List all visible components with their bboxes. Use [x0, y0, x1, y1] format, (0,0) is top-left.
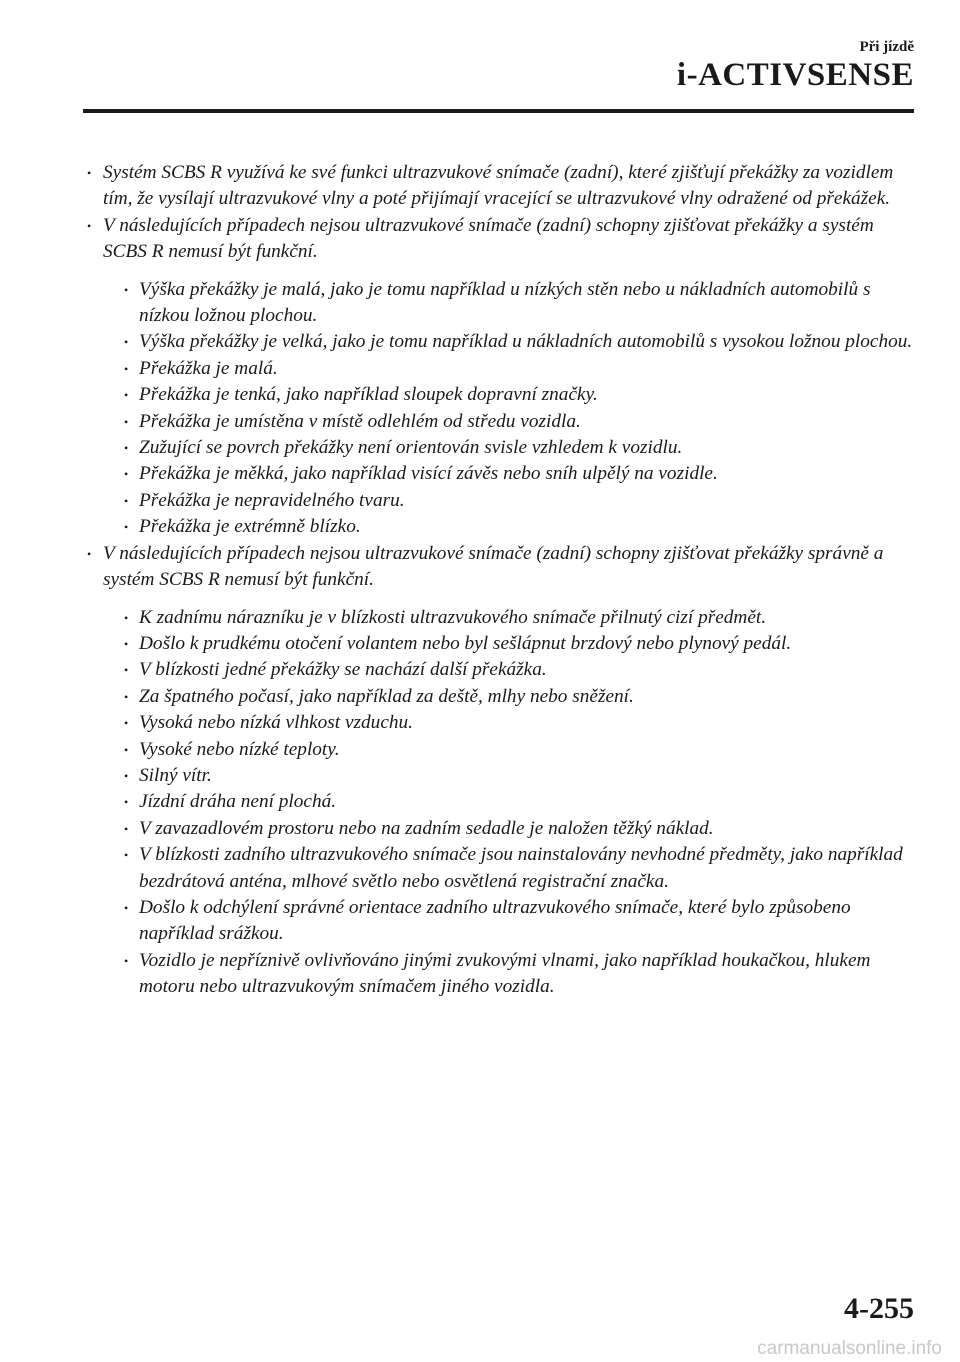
sub-bullet-list: [103, 277, 916, 541]
page-header: [677, 38, 914, 94]
page-number: 4-255: [844, 1292, 914, 1325]
list-item: • Výška překážky je malá, jako je tomu například u nízkých stěn nebo u nákladních automobilů s nízkou ložnou plochou.: [103, 277, 916, 330]
body-content: [86, 160, 916, 1001]
list-item: • Překážka je umístěna v místě odlehlém od středu vozidla.: [103, 409, 916, 435]
list-item: • V blízkosti zadního ultrazvukového snímače jsou nainstalovány nevhodné předměty, jako například bezdrátová anténa, mlhové světlo nebo osvětlená registrační značka.: [103, 842, 916, 895]
section-title: Při jízdě: [859, 39, 914, 55]
list-item: • V blízkosti jedné překážky se nachází další překážka.: [103, 657, 916, 683]
list-item: • Výška překážky je velká, jako je tomu například u nákladních automobilů s vysokou ložnou plochou.: [103, 329, 916, 355]
list-item: • Vozidlo je nepříznivě ovlivňováno jinými zvukovými vlnami, jako například houkačkou, hlukem motoru nebo ultrazvukovým snímačem jiného vozidla.: [103, 948, 916, 1001]
list-item: • Překážka je měkká, jako například visící závěs nebo sníh ulpělý na vozidle.: [103, 461, 916, 487]
list-item-text: V následujících případech nejsou ultrazvukové snímače (zadní) schopny zjišťovat překážky správně a systém SCBS R nemusí být funkční.: [103, 542, 884, 591]
list-item: • Zužující se povrch překážky není orientován svisle vzhledem k vozidlu.: [103, 435, 916, 461]
bullet-list: [86, 160, 916, 1001]
list-item: • Překážka je nepravidelného tvaru.: [103, 488, 916, 514]
list-item: • K zadnímu nárazníku je v blízkosti ultrazvukového snímače přilnutý cizí předmět.: [103, 605, 916, 631]
chapter-title: i-ACTIVSENSE: [676, 57, 914, 93]
list-item: • Za špatného počasí, jako například za deště, mlhy nebo sněžení.: [103, 684, 916, 710]
list-item: • Silný vítr.: [103, 763, 916, 789]
list-item-text: V následujících případech nejsou ultrazvukové snímače (zadní) schopny zjišťovat překážky a systém SCBS R nemusí být funkční.: [103, 214, 874, 263]
list-item: • Vysoká nebo nízká vlhkost vzduchu.: [103, 710, 916, 736]
list-item: [86, 541, 916, 1001]
list-item: • Systém SCBS R využívá ke své funkci ultrazvukové snímače (zadní), které zjišťují překážky za vozidlem tím, že vysílají ultrazvukové vlny a poté přijímají vracející se ultrazvukové vlny odražené od překážek.: [86, 160, 916, 213]
list-item: [86, 213, 916, 541]
list-item: • Vysoké nebo nízké teploty.: [103, 737, 916, 763]
list-item: • Překážka je malá.: [103, 356, 916, 382]
list-item: • Překážka je tenká, jako například sloupek dopravní značky.: [103, 382, 916, 408]
list-item: • Došlo k prudkému otočení volantem nebo byl sešlápnut brzdový nebo plynový pedál.: [103, 631, 916, 657]
watermark: carmanualsonline.info: [757, 1338, 942, 1359]
list-item: • Došlo k odchýlení správné orientace zadního ultrazvukového snímače, které bylo způsobeno například srážkou.: [103, 895, 916, 948]
list-item: • Překážka je extrémně blízko.: [103, 514, 916, 540]
list-item: • Jízdní dráha není plochá.: [103, 789, 916, 815]
list-item: • V zavazadlovém prostoru nebo na zadním sedadle je naložen těžký náklad.: [103, 816, 916, 842]
header-rule: [83, 109, 914, 113]
sub-bullet-list: [103, 605, 916, 1001]
